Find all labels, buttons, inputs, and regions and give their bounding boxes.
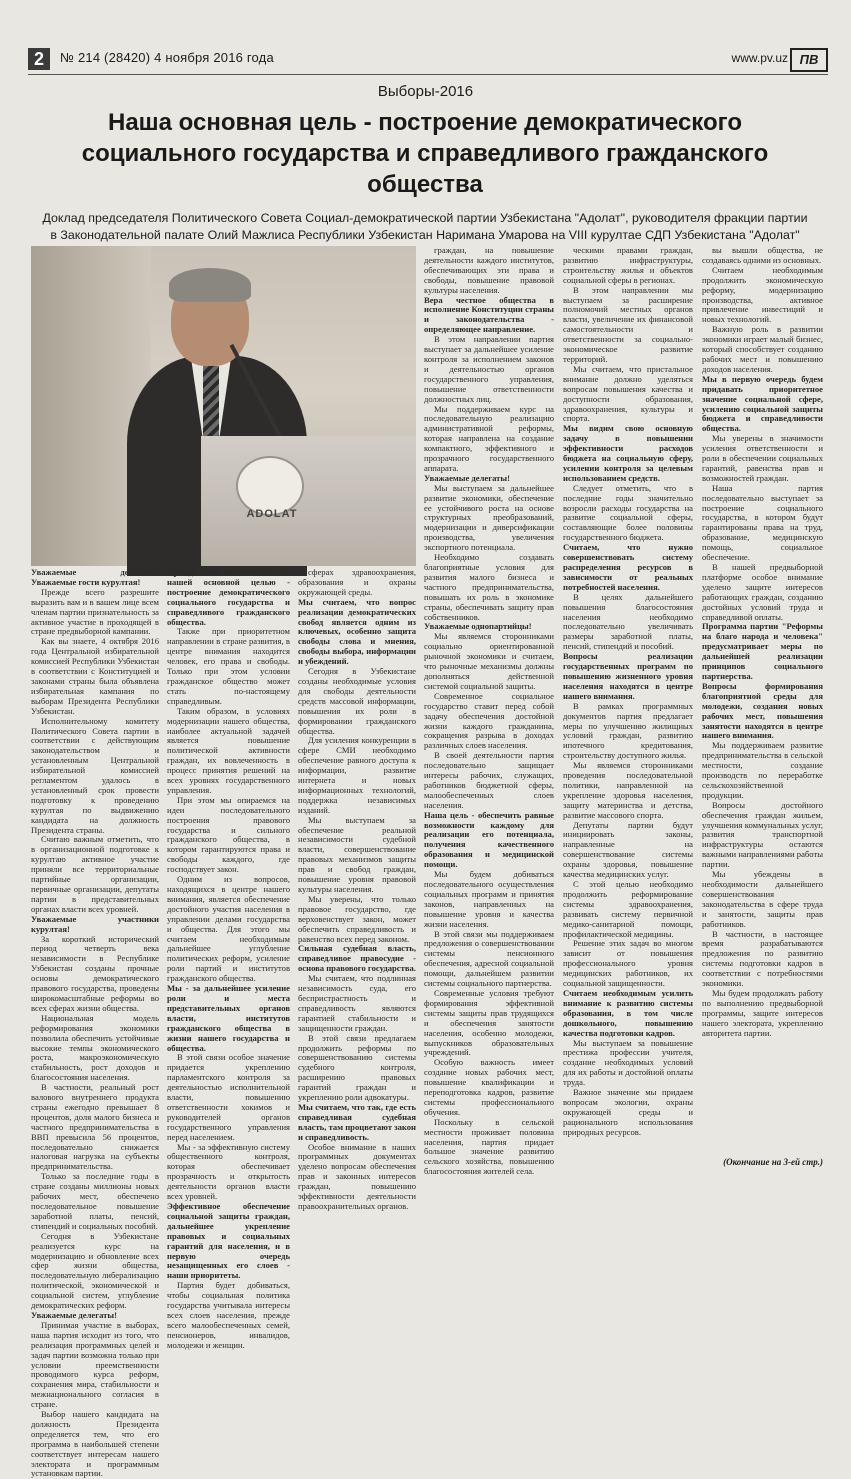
- paragraph: Как вы знаете, 4 октября 2016 года Центральной избирательной комиссией Республики Узбекистан в соответствии с Конституцией и законами страны была объявлена избирательная кампания по выборам Президента Республики Узбекистан.: [31, 636, 159, 716]
- paragraph: В рамках программных документов партия предлагает меры по улучшению жилищных условий граждан, развитию ипотечного кредитования, строительству доступного жилья.: [563, 700, 693, 761]
- paragraph: Мы выступаем за повышение престижа профессии учителя, создание необходимых условий для их работы и достойной оплаты труда.: [563, 1037, 693, 1088]
- paragraph: В частности, в настоящее время разрабатываются предложения по развитию системы подготовки кадров в соответствии с потребностями экономики.: [702, 928, 823, 989]
- article-headline: Наша основная цель - построение демократического социального государства и справедливого гражданского общества: [81, 109, 769, 198]
- paragraph: Партия будет добиваться, чтобы социальная политика государства учитывала интересы всех слоев населения, прежде всего малообеспеченных семей, пенсионеров, инвалидов, молодежи и женщин.: [167, 1280, 290, 1350]
- page-number: 2: [28, 48, 50, 70]
- paragraph: Депутаты партии будут инициировать законы, направленные на совершенствование системы охраны здоровья, повышение качества медицинских услуг.: [563, 819, 693, 880]
- paragraph: С этой целью необходимо продолжить реформирование системы здравоохранения, развивать систему первичной медико-санитарной помощи, профилактической медицины.: [563, 879, 693, 939]
- photo-speaker-hair: [169, 268, 251, 302]
- newspaper-logo: ПВ: [790, 48, 828, 72]
- paragraph: Важное значение мы придаем вопросам экологии, охраны окружающей среды и рационального использования природных ресурсов.: [563, 1087, 693, 1137]
- paragraph: Мы - за эффективную систему общественного контроля, которая обеспечивает прозрачность и открытость деятельности органов власти всех уровней.: [167, 1141, 290, 1202]
- paragraph: Мы считаем, что так, где есть справедливая судебная власть, там процветают закон и справедливость.: [298, 1101, 416, 1142]
- paragraph: Уважаемые делегаты!: [424, 472, 510, 483]
- paragraph: В этом направлении мы выступаем за расширение полномочий местных органов власти, увеличение их финансовой самостоятельности и ответственности за социально-экономическое развитие территорий.: [563, 284, 693, 364]
- paragraph: Только за последние годы в стране созданы миллионы новых рабочих мест, обеспечено последовательное повышение заработной платы, пенсий, стипендий и социальных пособий.: [31, 1171, 159, 1231]
- paragraph: Мы будем продолжать работу по выполнению предвыборной программы, защите интересов нашего электората, укреплению авторитета партии.: [702, 987, 823, 1038]
- paragraph: Одним из вопросов, находящихся в центре нашего внимания, является обеспечение достойного участия населения в управлении делами государства и общества. Для этого мы считаем необходимым дальнейшее углубление политических реформ, усиление роли партий и институтов гражданского общества.: [167, 874, 290, 984]
- paragraph: Мы считаем, что подлинная независимость суда, его беспристрастность и справедливость являются гарантией стабильности и защищенности граждан.: [298, 973, 416, 1033]
- paragraph: Национальная модель реформирования экономики позволила обеспечить устойчивые высокие темпы экономического роста, макроэкономическую стабильность, рост доходов и благосостояния населения.: [31, 1012, 159, 1083]
- text-column-6: [702, 246, 823, 1154]
- text-column-4: [424, 245, 554, 1177]
- paragraph: Наша партия последовательно выступает за построение социального государства, в котором будут гарантированы права на труд, образование, медицинскую помощь, социальное обеспечение.: [702, 482, 823, 563]
- paragraph: Особую важность имеет создание новых рабочих мест, повышение квалификации и переподготовка кадров, развитие системы профессионального обучения.: [424, 1057, 554, 1117]
- paragraph: Мы уверены в значимости усиления ответственности и роли в обеспечении социальных гарантий, равенства прав и возможностей граждан.: [702, 433, 823, 483]
- issue-info: № 214 (28420) 4 ноября 2016 года: [60, 50, 274, 65]
- paragraph: Исполнительному комитету Политического Совета партии в соответствии с действующим законодательством и установленным Центральной избирательной комиссией регламентом удалось в установленный срок провести подготовку к проведению курултая по выдвижению кандидата на должность Президента страны.: [31, 715, 159, 835]
- paragraph: Для усиления конкуренции в сфере СМИ необходимо обеспечение равного доступа к информации, развитие интернета и новых информационных технологий, поддержка независимых изданий.: [298, 735, 416, 815]
- paragraph: Выбор нашего кандидата на должность Президента определяется тем, что его программа в наибольшей степени соответствует интересам нашего электората и программным установкам партии.: [31, 1409, 159, 1479]
- paragraph: вы вышли общества, не создаваясь одними из основных.: [702, 245, 823, 265]
- header-divider: [28, 74, 828, 75]
- paragraph: Особое внимание в наших программных документах уделено вопросам обеспечения прав и законных интересов граждан, повышению эффективности деятельности правоохранительных органов.: [298, 1141, 416, 1211]
- paragraph: Считаю важным отметить, что в организационной подготовке к курултаю активное участие приняли все территориальные партийные организации, первичные организации, депутаты партии в представительных органах власти всех уровней.: [31, 834, 159, 914]
- article-lead: Доклад председателя Политического Совета Социал-демократической партии Узбекистана "Адолат", руководителя фракции партии в Законодательной палате Олий Мажлиса Республики Узбекистан Наримана Умарова на VIII курултае СДП Узбекистана "Адолат": [42, 211, 808, 242]
- speaker-photo: [31, 246, 416, 566]
- paragraph: сферах здравоохранения, образования и охраны окружающей среды.: [298, 567, 416, 597]
- text-column-1: [31, 567, 159, 1479]
- text-column-2: [167, 567, 290, 1350]
- continuation-note: (Окончание на 3-ей стр.): [723, 1157, 823, 1167]
- paragraph: Мы видим свою основную задачу в повышении эффективности расходов бюджета на социальную сферу, усилении контроля за целевым использованием средств.: [563, 423, 693, 483]
- paragraph: Мы будем добиваться последовательного осуществления социальных программ и принятия законов, направленных на повышение уровня и качества жизни населения.: [424, 869, 554, 929]
- paragraph: Следует отметить, что в последние годы значительно возросли расходы государства на развитие социальной сферы, составляющие более половины государственного бюджета.: [563, 482, 693, 543]
- paragraph: Мы являемся сторонниками проведения последовательной политики, направленной на укрепление здоровья населения, защиту материнства и детства, развитие массового спорта.: [563, 760, 693, 820]
- paragraph: Важную роль в развитии экономики играет малый бизнес, который способствует созданию рабочих мест и повышению доходов населения.: [702, 324, 823, 374]
- paragraph: В этой связи предлагаем продолжить реформы по совершенствованию системы судебного контроля, расширению правовых гарантий граждан и укреплению роли адвокатуры.: [298, 1032, 416, 1103]
- paragraph: Мы выступаем за обеспечение реальной независимости судебной власти, совершенствование правовых механизмов защиты прав и свобод граждан, повышение уровня правовой культуры населения.: [298, 814, 416, 894]
- party-emblem-icon: [236, 456, 304, 516]
- paragraph: Необходимо создавать благоприятные условия для развития малого бизнеса и частного предпринимательства, повышать их роль в экономике страны, обеспечивать защиту прав собственников.: [424, 552, 554, 622]
- paragraph: Прежде всего мы считаем, что нашей основной целью - построение демократического социального государства и справедливого гражданского общества.: [167, 567, 290, 627]
- paragraph: В целях дальнейшего повышения благосостояния населения необходимо последовательно увеличивать размеры заработной платы, пенсий, стипендий и пособий.: [563, 591, 693, 652]
- paragraph: Эффективное обеспечение социальной защиты граждан, дальнейшее укрепление правовых и социальных гарантий для населения, и в первую очередь незащищенных его слоев - наши приоритеты.: [167, 1201, 290, 1281]
- paragraph: Мы в первую очередь будем придавать приоритетное значение социальной сфере, усилению социальной защиты бюджета и справедливости общества.: [702, 373, 823, 434]
- paragraph: Сегодня в Узбекистане реализуется курс на модернизацию и обновление всех сфер жизни общества, последовательную либерализацию политической, экономической и социальной систем, углубление демократических реформ.: [31, 1230, 159, 1311]
- paragraph: Вера честное общества в исполнение Конституции страны и законодательства - определяющее направление.: [424, 294, 554, 335]
- section-rubric: Выборы-2016: [377, 83, 474, 100]
- paragraph: В частности, реальный рост валового внутреннего продукта страны ежегодно превышает 8 процентов, доля малого бизнеса и частного предпринимательства в ВВП превысила 56 процентов, последовательно снижается налоговая нагрузка на субъекты предпринимательства.: [31, 1082, 159, 1172]
- paragraph: Мы выступаем за дальнейшее развитие экономики, обеспечение ее устойчивого роста на основе структурных преобразований, модернизации и диверсификации производства, увеличения экспортного потенциала.: [424, 482, 554, 553]
- paragraph: Вопросы реализации государственных программ по повышению жизненного уровня населения находятся в центре нашего внимания.: [563, 651, 693, 701]
- paragraph: Вопросы формирования благоприятной среды для молодежи, создания новых рабочих мест, повышения занятости находятся в центре нашего внимания.: [702, 680, 823, 741]
- paragraph: Таким образом, в условиях модернизации нашего общества, наиболее актуальной задачей является повышение политической активности граждан, их вовлеченность в процесс принятия решений на всех уровнях государственного управления.: [167, 705, 290, 795]
- paragraph: Мы являемся сторонниками социально ориентированной рыночной экономики и считаем, что рыночные механизмы должны дополняться действенной системой социальной защиты.: [424, 631, 554, 691]
- paragraph: Поскольку в сельской местности проживает половина населения, партия придает большое значение развитию сельского хозяйства, повышению благосостояния жителей села.: [424, 1116, 554, 1177]
- paragraph: Решение этих задач во многом зависит от повышения профессионального уровня медицинских работников, их социальной защищенности.: [563, 938, 693, 989]
- website-link[interactable]: www.pv.uz: [731, 51, 788, 65]
- paragraph: Мы убеждены в необходимости дальнейшего совершенствования законодательства в сфере труда и занятости, защиты прав работников.: [702, 869, 823, 929]
- paragraph: В этой связи особое значение придается укреплению парламентского контроля за деятельностью исполнительной власти, повышению ответственности хокимов и руководителей органов государственного управления перед населением.: [167, 1052, 290, 1142]
- paragraph: Уважаемые делегаты! Уважаемые гости курултая!: [31, 567, 159, 587]
- paragraph: Сегодня в Узбекистане созданы необходимые условия для свободы деятельности средств массовой информации, повышения их роли в формировании гражданского общества.: [298, 666, 416, 736]
- paragraph: Уважаемые участники курултая!: [31, 913, 159, 934]
- paragraph: Мы уверены, что только правовое государство, где верховенствует закон, может обеспечить справедливость и равенство всех перед законом.: [298, 893, 416, 944]
- paragraph: Считаем, что нужно совершенствовать систему распределения ресурсов в зависимости от реальных потребностей населения.: [563, 542, 693, 592]
- paragraph: Вопросы достойного обеспечения граждан жильем, улучшения коммунальных услуг, развития транспортной инфраструктуры остаются важными направлениями работы партии.: [702, 799, 823, 870]
- paragraph: В своей деятельности партия последовательно защищает интересы рабочих, служащих, работников бюджетной сферы, малообеспеченных слоев населения.: [424, 750, 554, 810]
- paragraph: За короткий исторический период четверть века независимости в Республике Узбекистан созданы прочные основы демократического правового государства, проведены широкомасштабные реформы во всех сферах жизни общества.: [31, 933, 159, 1013]
- paragraph: В нашей предвыборной платформе особое внимание уделено защите интересов работающих граждан, созданию достойных условий труда и справедливой оплаты.: [702, 562, 823, 622]
- paragraph: Современное социальное государство ставит перед собой задачу обеспечения достойной жизни каждого гражданина, сокращения разрыва в доходах различных слоев населения.: [424, 690, 554, 751]
- podium-brand-text: ADOLAT: [246, 508, 298, 520]
- paragraph: Программа партии "Реформы на благо народа и человека" предусматривает меры по дальнейшей реализации принципов социального партнерства.: [702, 621, 823, 681]
- paragraph: Современные условия требуют формирования эффективной системы защиты прав трудящихся и обеспечения занятости населения, особенно молодежи, выпускников образовательных учреждений.: [424, 987, 554, 1058]
- paragraph: Уважаемые делегаты!: [31, 1309, 117, 1320]
- paragraph: Прежде всего разрешите выразить вам и в вашем лице всем членам партии признательность за активное участие в проходящей в стране предвыборной кампании.: [31, 586, 159, 637]
- paragraph: Принимая участие в выборах, наша партия исходит из того, что реализация программных целей и задач партии возможна только при условии преемственности проводимого курса реформ, сохранения мира, стабильности и межнационального согласия в стране.: [31, 1319, 159, 1410]
- paragraph: ческими правами граждан, развитию инфраструктуры, строительству жилья и объектов социальной сферы в регионах.: [563, 245, 693, 285]
- paragraph: Мы - за дальнейшее усиление роли и места представительных органов власти, институтов гражданского общества в жизни нашего государства и общества.: [167, 983, 290, 1053]
- paragraph: В этом направлении партия выступает за дальнейшее усиление контроля за исполнением законов и деятельностью органов государственного управления, повышение ответственности должностных лиц.: [424, 334, 554, 404]
- paragraph: Мы считаем, что пристальное внимание должно уделяться вопросам повышения качества и доступности образования, здравоохранения, культуры и спорта.: [563, 363, 693, 424]
- text-column-5: [563, 246, 693, 1163]
- paragraph: Наша цель - обеспечить равные возможности каждому для реализации его потенциала, получения качественного образования и медицинской помощи.: [424, 809, 554, 870]
- paragraph: Мы поддерживаем курс на последовательную реализацию административной реформы, которая направлена на создание компактного, эффективного и прозрачного государственного аппарата.: [424, 403, 554, 473]
- paragraph: При этом мы опираемся на идеи последовательного построения правового государства и сильного гражданского общества, в котором гарантируются права и свободы каждого, где господствует закон.: [167, 794, 290, 875]
- paragraph: Уважаемые однопартийцы!: [424, 621, 532, 632]
- paragraph: Считаем необходимым продолжить экономическую реформу, модернизацию производства, активное привлечение инвестиций и новых технологий.: [702, 264, 823, 325]
- paragraph: Считаем необходимым усилить внимание к развитию системы образования, в том числе дошкольного, повышению качества подготовки кадров.: [563, 987, 693, 1038]
- paragraph: Сильная судебная власть, справедливое правосудие - основа правового государства.: [298, 943, 416, 974]
- text-column-3: [298, 567, 416, 1211]
- paragraph: Также при приоритетном направлении в стране развития, в центре внимания находится человек, его права и свободы. Только при этом условии гражданское общество может стать по-настоящему справедливым.: [167, 626, 290, 706]
- paragraph: граждан, на повышение деятельности каждого институтов, обеспечивающих эти права и свободы, повышение правовой культуры населения.: [424, 245, 554, 295]
- paragraph: Мы поддерживаем развитие предпринимательства в сельской местности, создание производств по переработке сельскохозяйственной продукции.: [702, 740, 823, 800]
- paragraph: Мы считаем, что вопрос реализации демократических свобод является одним из ключевых, особенно защита свободы слова и мнения, свободы выбора, информации и убеждений.: [298, 596, 416, 667]
- page-header: [28, 48, 828, 70]
- paragraph: В этой связи мы поддерживаем предложения о совершенствовании системы пенсионного обеспечения, адресной социальной помощи, дальнейшем развитии системы социального партнерства.: [424, 928, 554, 989]
- photo-podium: [201, 436, 416, 566]
